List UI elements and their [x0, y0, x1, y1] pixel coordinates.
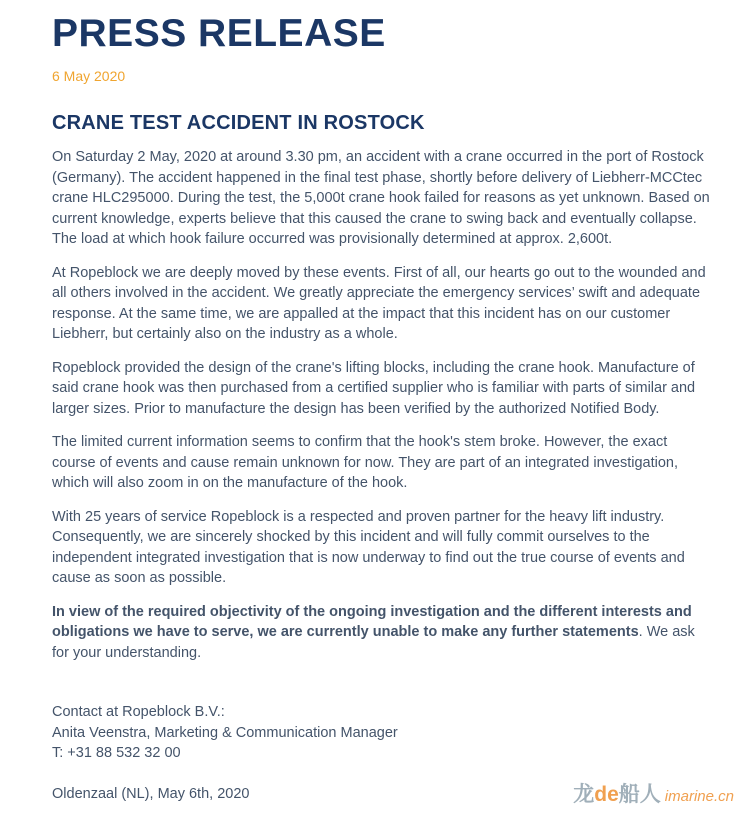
paragraph-accident-description: On Saturday 2 May, 2020 at around 3.30 pm, an accident with a crane occurred in the port of Rostock (Germany). The accident happened in the final test phase, shortly before delivery of Liebherr-MCCtec crane HLC295000. During the test, the 5,000t crane hook failed for reasons as yet unknown. Based on current knowledge, experts believe that this caused the crane to swing back and eventually collapse. The load at which hook failure occurred was provisionally determined at approx. 2,600t. [52, 149, 710, 247]
article-heading: CRANE TEST ACCIDENT IN ROSTOCK [52, 112, 425, 134]
article-body [52, 147, 712, 804]
watermark-de: de [594, 783, 619, 806]
signoff-location-date: Oldenzaal (NL), May 6th, 2020 [52, 785, 250, 802]
paragraph-design-manufacture: Ropeblock provided the design of the crane's lifting blocks, including the crane hook. Manufacture of said crane hook was then purchased from a certified supplier who is familiar with parts of similar and larger sizes. Prior to manufacture the design has been verified by the authorized Notified Body. [52, 359, 696, 417]
watermark-site-url: imarine.cn [664, 788, 734, 805]
contact-phone: T: +31 88 532 32 00 [52, 745, 181, 761]
paragraph-investigation: The limited current information seems to confirm that the hook's stem broke. However, the exact course of events and cause remain unknown for now. They are part of an integrated investigation, which will also zoom in on the manufacture of the hook. [52, 434, 679, 491]
statement-bold-text: In view of the required objectivity of the ongoing investigation and the different interests and obligations we have to serve, we are currently unable to make any further statements [52, 603, 692, 640]
statement-regular-text: . We ask for your understanding. [52, 624, 695, 661]
release-date: 6 May 2020 [52, 68, 126, 84]
watermark-cjk-right: 船人 [618, 783, 661, 806]
paragraph-commitment: With 25 years of service Ropeblock is a respected and proven partner for the heavy lift industry. Consequently, we are sincerely shocked by this incident and will fully commit ourselves to the independent integrated investigation that is now underway to find out the true course of events and cause as soon as possible. [52, 508, 685, 586]
paragraph-sympathy: At Ropeblock we are deeply moved by these events. First of all, our hearts go out to the wounded and all others involved in the accident. We greatly appreciate the emergency services’ swift and adequate response. At the same time, we are appalled at the impact that this incident has on our customer Liebherr, but certainly also on the industry as a whole. [52, 264, 706, 342]
imarine-watermark [573, 778, 734, 808]
watermark-cjk-left: 龙 [573, 783, 595, 806]
page-title: PRESS RELEASE [52, 12, 386, 55]
paragraph-statement [52, 602, 712, 664]
contact-block [52, 702, 712, 764]
contact-intro: Contact at Ropeblock B.V.: [52, 704, 225, 720]
contact-person: Anita Veenstra, Marketing & Communication Manager [52, 724, 398, 741]
